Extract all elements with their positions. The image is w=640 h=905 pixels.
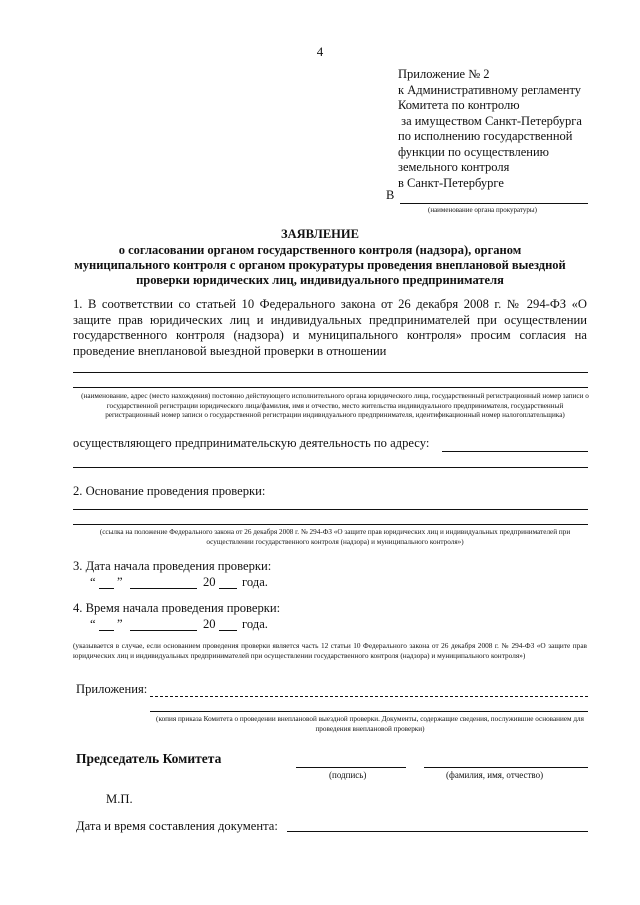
appendix-line: по исполнению государственной bbox=[398, 129, 573, 143]
date-day-field[interactable] bbox=[99, 588, 114, 589]
title-line: муниципального контроля с органом прокуратуры проведения внеплановой выездной bbox=[74, 258, 566, 272]
title-line: проверки юридических лиц, индивидуального предпринимателя bbox=[136, 273, 504, 287]
chairman-label: Председатель Комитета bbox=[76, 751, 222, 766]
name-caption: (фамилия, имя, отчество) bbox=[446, 770, 544, 780]
address-line[interactable] bbox=[442, 451, 588, 452]
entity-caption: (наименование, адрес (место нахождения) постоянно действующего исполнительного органа юридического лица, государственный регистрационный номер записи о государственной регистрации юридического лица/фамилия, имя и отчество, место жительства индивидуального предпринимателя, государственный регистрационный номер записи о государственной регистрации индивидуального предпринимателя, идентификационный номер налогоплательщика) bbox=[81, 392, 589, 420]
appendix-line: Приложение № 2 bbox=[398, 67, 490, 81]
name-line[interactable] bbox=[424, 767, 588, 768]
date-year-prefix: 20 bbox=[203, 575, 216, 589]
address-line[interactable] bbox=[73, 467, 588, 468]
recipient-line[interactable] bbox=[400, 203, 588, 204]
section-2-label: 2. Основание проведения проверки: bbox=[73, 484, 266, 498]
title-line: о согласовании органом государственного контроля (надзора), органом bbox=[118, 243, 522, 257]
appendix-line: к Административному регламенту bbox=[398, 82, 582, 97]
entity-line[interactable] bbox=[73, 387, 588, 388]
basis-line[interactable] bbox=[73, 509, 588, 510]
date-open-quote: “ bbox=[90, 575, 96, 589]
address-label: осуществляющего предпринимательскую деятельность по адресу: bbox=[73, 436, 430, 450]
attachments-line[interactable] bbox=[150, 711, 588, 712]
time-open-quote: “ bbox=[90, 617, 96, 631]
recipient-prefix: В bbox=[386, 188, 395, 202]
section-3-label: 3. Дата начала проведения проверки: bbox=[73, 559, 272, 573]
time-year-prefix: 20 bbox=[203, 617, 216, 631]
date-year-field[interactable] bbox=[219, 588, 237, 589]
time-year-suffix: года. bbox=[242, 617, 268, 631]
section-1-text: 1. В соответствии со статьей 10 Федерального закона от 26 декабря 2008 г. № 294-ФЗ «О защите прав юридических лиц и индивидуальных предпринимателей при осуществлении государственного контроля (надзора) и муниципального контроля» просим согласия на проведение внеплановой выездной проверки в отношении bbox=[73, 297, 587, 358]
date-created-line[interactable] bbox=[287, 831, 588, 832]
basis-caption: (ссылка на положение Федерального закона от 26 декабря 2008 г. № 294-ФЗ «О защите прав юридических лиц и индивидуальных предпринимателей при осуществлении государственного контроля (надзора) и муниципального контроля») bbox=[99, 528, 571, 546]
appendix-line: земельного контроля bbox=[398, 160, 510, 174]
appendix-line: Комитета по контролю bbox=[398, 98, 520, 112]
basis-line[interactable] bbox=[73, 524, 588, 525]
time-close-quote: ” bbox=[117, 617, 123, 631]
attachments-line[interactable] bbox=[150, 696, 588, 697]
time-month-field[interactable] bbox=[130, 630, 197, 631]
date-month-field[interactable] bbox=[130, 588, 197, 589]
appendix-line: функции по осуществлению bbox=[398, 144, 549, 159]
date-close-quote: ” bbox=[117, 575, 123, 589]
page-number: 4 bbox=[316, 44, 324, 59]
document-title: ЗАЯВЛЕНИЕ bbox=[281, 227, 359, 241]
time-note: (указывается в случае, если основанием проведения проверки является часть 12 статьи 10 Федерального закона от 26 декабря 2008 г. № 294-ФЗ «О защите прав юридических лиц и индивидуальных предпринимателей при осуществлении государственного контроля (надзора) и муниципального контроля») bbox=[73, 641, 587, 660]
date-year-suffix: года. bbox=[242, 575, 268, 589]
recipient-caption: (наименование органа прокуратуры) bbox=[428, 206, 537, 214]
date-created-label: Дата и время составления документа: bbox=[76, 819, 278, 833]
signature-line[interactable] bbox=[296, 767, 406, 768]
appendix-line: за имуществом Санкт-Петербурга bbox=[398, 113, 582, 128]
time-day-field[interactable] bbox=[99, 630, 114, 631]
attachments-label: Приложения: bbox=[76, 682, 148, 696]
section-4-label: 4. Время начала проведения проверки: bbox=[73, 601, 281, 615]
attachments-caption: (копия приказа Комитета о проведении внеплановой выездной проверки. Документы, содержащие сведения, послужившие основанием для проведения внеплановой проверки) bbox=[156, 715, 584, 733]
stamp-label: М.П. bbox=[106, 792, 133, 806]
signature-caption: (подпись) bbox=[329, 770, 367, 780]
time-year-field[interactable] bbox=[219, 630, 237, 631]
appendix-line: в Санкт-Петербурге bbox=[398, 175, 504, 190]
appendix-block bbox=[398, 67, 582, 191]
entity-line[interactable] bbox=[73, 372, 588, 373]
